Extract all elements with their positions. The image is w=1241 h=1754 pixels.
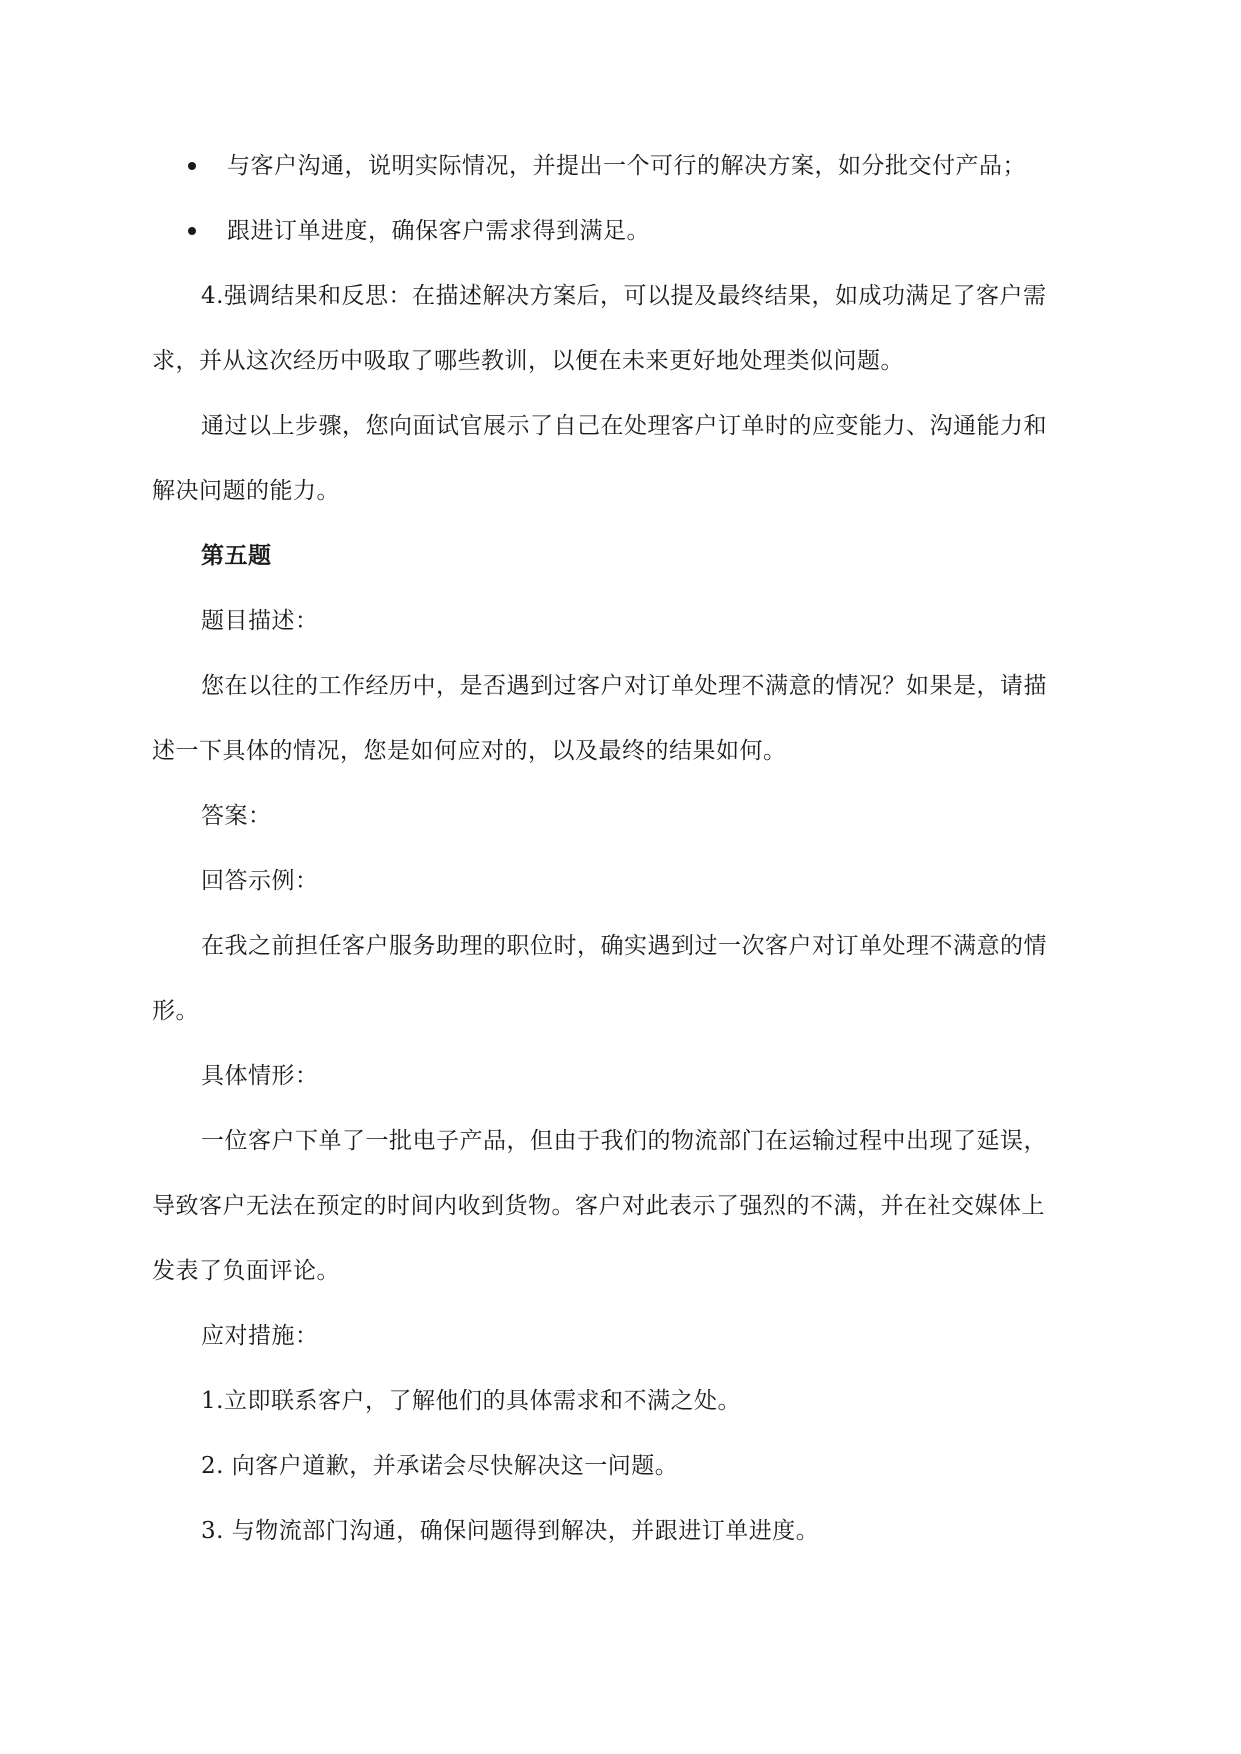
- measure-item: 2. 向客户道歉，并承诺会尽快解决这一问题。: [201, 1453, 679, 1479]
- situation-paragraph-line: 导致客户无法在预定的时间内收到货物。客户对此表示了强烈的不满，并在社交媒体上: [152, 1193, 1045, 1219]
- question-text-line: 您在以往的工作经历中，是否遇到过客户对订单处理不满意的情况？如果是，请描: [201, 673, 1047, 699]
- situation-paragraph-line: 发表了负面评论。: [152, 1258, 340, 1284]
- situation-label: 具体情形：: [201, 1063, 319, 1089]
- measure-item: 1.立即联系客户，了解他们的具体需求和不满之处。: [201, 1388, 741, 1414]
- summary-paragraph-line: 解决问题的能力。: [152, 478, 340, 504]
- bullet-item: 跟进订单进度，确保客户需求得到满足。: [227, 218, 650, 244]
- intro-paragraph-line: 形。: [152, 998, 199, 1024]
- step4-paragraph-line: 4.强调结果和反思：在描述解决方案后，可以提及最终结果，如成功满足了客户需: [201, 283, 1047, 309]
- measure-item: 3. 与物流部门沟通，确保问题得到解决，并跟进订单进度。: [201, 1518, 820, 1544]
- situation-paragraph-line: 一位客户下单了一批电子产品，但由于我们的物流部门在运输过程中出现了延误，: [201, 1128, 1047, 1154]
- question-heading: 第五题: [201, 542, 272, 569]
- measures-label: 应对措施：: [201, 1323, 319, 1349]
- description-label: 题目描述：: [201, 608, 319, 634]
- summary-paragraph-line: 通过以上步骤，您向面试官展示了自己在处理客户订单时的应变能力、沟通能力和: [201, 413, 1047, 439]
- example-label: 回答示例：: [201, 868, 319, 894]
- bullet-dot-icon: [188, 227, 196, 235]
- bullet-item: 与客户沟通，说明实际情况，并提出一个可行的解决方案，如分批交付产品；: [227, 153, 1026, 179]
- step4-paragraph-line: 求，并从这次经历中吸取了哪些教训，以便在未来更好地处理类似问题。: [152, 348, 904, 374]
- bullet-dot-icon: [188, 162, 196, 170]
- question-text-line: 述一下具体的情况，您是如何应对的，以及最终的结果如何。: [152, 738, 787, 764]
- answer-label: 答案：: [201, 803, 272, 829]
- intro-paragraph-line: 在我之前担任客户服务助理的职位时，确实遇到过一次客户对订单处理不满意的情: [201, 933, 1047, 959]
